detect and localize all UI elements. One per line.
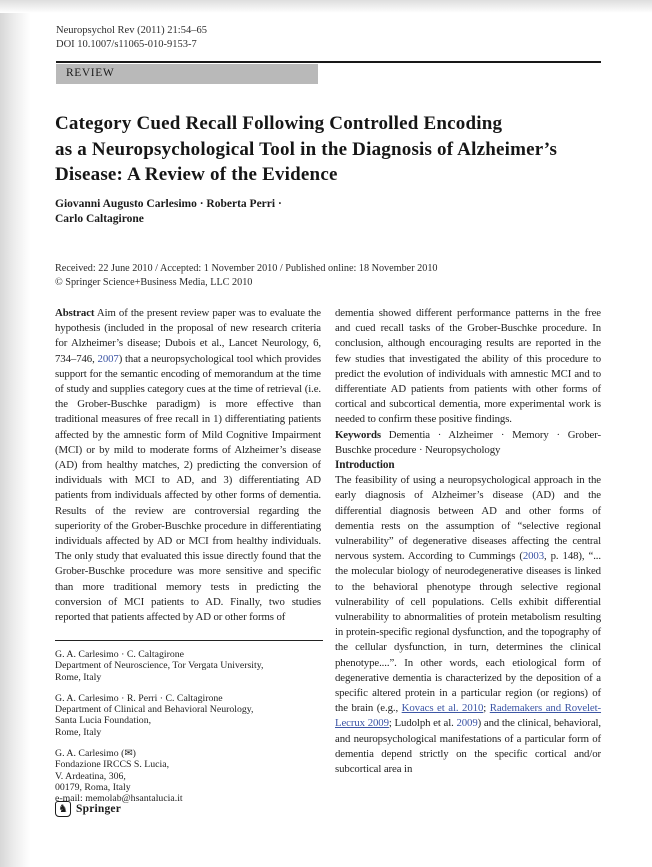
article-title <box>55 111 557 188</box>
footnote-rule <box>55 640 323 641</box>
affiliation-line: Fondazione IRCCS S. Lucia, <box>55 759 170 771</box>
affiliation-line: Department of Clinical and Behavioral Neurology, <box>55 704 254 716</box>
body-text: The feasibility of using a neuropsychological approach in the early diagnosis of Alzheimer’s disease (AD) and the differential diagnosis between AD and other forms of dementia rests on the assumption of “selective regional vulnerability” of degenerative diseases affecting the central nervous system. According to Cummings ( <box>335 474 601 563</box>
author-list <box>55 197 282 227</box>
section-label: Keywords <box>335 428 381 441</box>
affiliation-line: G. A. Carlesimo · C. Caltagirone <box>55 649 184 660</box>
article-title-line-3: Disease: A Review of the Evidence <box>55 164 338 185</box>
abstract-paragraph <box>55 306 321 625</box>
citation-link[interactable]: Rademakers and Rovelet-Lecrux 2009 <box>335 702 602 730</box>
springer-logo-icon: ♞ <box>55 801 71 817</box>
author-line-2: Carlo Caltagirone <box>55 213 144 225</box>
body-text: ) that a neuropsychological tool which provides support for the semantic encoding of memorandum at the time of study and supplies category cues at the time of retrieval (i.e. the Grober-Buschke paradigm) is more effective than traditional measures of free recall in 1) differentiating patients affected by the amnestic form of Mild Cognitive Impairment (MCI) or by mild to moderate forms of Alzheimer’s disease (AD) from healthy matches, 2) predicting the conversion of individuals with MCI to AD, and 3) differentiating AD patients from individuals affected by other forms of dementia. Results of the review are controversial regarding the superiority of the Grober-Buschke procedure in differentiating individuals affected by AD or MCI from healthy individuals. The only study that evaluated this issue directly found that the Grober-Buschke procedure was more sensitive and specific than more traditional memory tests in predicting the conversion of MCI patients to AD. Finally, two studies reported that patients affected by AD or other forms of <box>55 352 321 624</box>
publication-dates <box>55 262 438 289</box>
section-label: Abstract <box>55 307 95 319</box>
scan-edge-left <box>0 0 30 867</box>
header-rule <box>56 61 601 63</box>
introduction-heading: Introduction <box>335 459 395 472</box>
author-line-1: Giovanni Augusto Carlesimo · Roberta Perri · <box>55 198 282 210</box>
article-type-badge: REVIEW <box>56 64 318 84</box>
doi-line: DOI 10.1007/s11065-010-9153-7 <box>56 39 197 50</box>
article-title-line-2: as a Neuropsychological Tool in the Diagnosis of Alzheimer’s <box>55 138 558 160</box>
affiliation-line: Rome, Italy <box>55 726 102 738</box>
publisher-footer <box>55 801 121 817</box>
abstract-left <box>55 306 321 642</box>
keywords <box>335 428 601 458</box>
citation-link[interactable]: Kovacs et al. 2010 <box>401 702 484 715</box>
citation-link[interactable]: 2007 <box>97 352 119 365</box>
affiliation-line: Santa Lucia Foundation, <box>55 715 152 727</box>
affiliation-block-1 <box>55 649 323 683</box>
affiliation-line: Department of Neuroscience, Tor Vergata University, <box>55 660 264 672</box>
received-accepted-line: Received: 22 June 2010 / Accepted: 1 November 2010 / Published online: 18 November 2010 <box>55 263 438 274</box>
email-line: e-mail: memolab@hsantalucia.it <box>55 793 183 805</box>
affiliation-footnotes <box>55 640 323 815</box>
affiliation-line: V. Ardeatina, 306, <box>55 770 126 782</box>
publisher-name: Springer <box>76 803 122 815</box>
article-title-line-1: Category Cued Recall Following Controlled Encoding <box>55 113 503 134</box>
body-text: ; Ludolph et al. <box>388 717 457 730</box>
abstract-continuation: dementia showed different performance patterns in the free and cued recall tasks of the Grober-Buschke procedure. In conclusion, although encouraging results are reported in the few studies that investigated the ability of this procedure to predict the evolution of individuals with amnestic MCI and to differentiate AD patients from patients with other forms of cortical and subcortical dementia, more experimental work is needed to confirm these positive findings. <box>335 307 601 426</box>
affiliation-block-2 <box>55 693 323 738</box>
right-column <box>335 306 601 777</box>
body-text: Dementia · Alzheimer · Memory · Grober-Buschke procedure · Neuropsychology <box>335 428 601 456</box>
affiliation-line: Rome, Italy <box>55 671 102 683</box>
copyright-line: © Springer Science+Business Media, LLC 2010 <box>55 276 253 288</box>
journal-citation: Neuropsychol Rev (2011) 21:54–65 <box>56 25 207 36</box>
corresponding-author-line: G. A. Carlesimo (✉) <box>55 748 136 760</box>
affiliation-line: G. A. Carlesimo · R. Perri · C. Caltagirone <box>55 692 223 704</box>
body-text: ; <box>483 702 490 715</box>
body-text: ) and the clinical, behavioral, and neuropsychological manifestations of a particular form of dementia depend strictly on the specific cortical and/or subcortical area in <box>335 717 602 776</box>
affiliation-block-3 <box>55 748 323 804</box>
body-text: , p. 148), “... the molecular biology of neurodegenerative diseases is linked to the behavioral phenotype through selective regional vulnerability of cell populations. Cells exhibit differential vulnerability to abnormalities of protein metabolism resulting in protein-specific regional dysfunction, and the topography of the cellular dysfunction, in turn, determines the clinical phenotype....”. In other words, each etiological form of degenerative dementia is characterized by the deposition of a specific altered protein in a particular region (or regions) of the brain (e.g., <box>335 550 601 715</box>
affiliation-line: 00179, Roma, Italy <box>55 781 131 793</box>
citation-link[interactable]: 2003 <box>522 550 545 563</box>
citation-link[interactable]: 2009 <box>456 717 478 730</box>
scan-edge-top <box>0 0 652 13</box>
body-text: Aim of the present review paper was to evaluate the hypothesis (included in the proposal of new research criteria for Alzheimer’s disease; Dubois et al., Lancet Neurology, 6, 734–746, <box>55 307 321 365</box>
introduction-paragraph <box>335 473 601 777</box>
